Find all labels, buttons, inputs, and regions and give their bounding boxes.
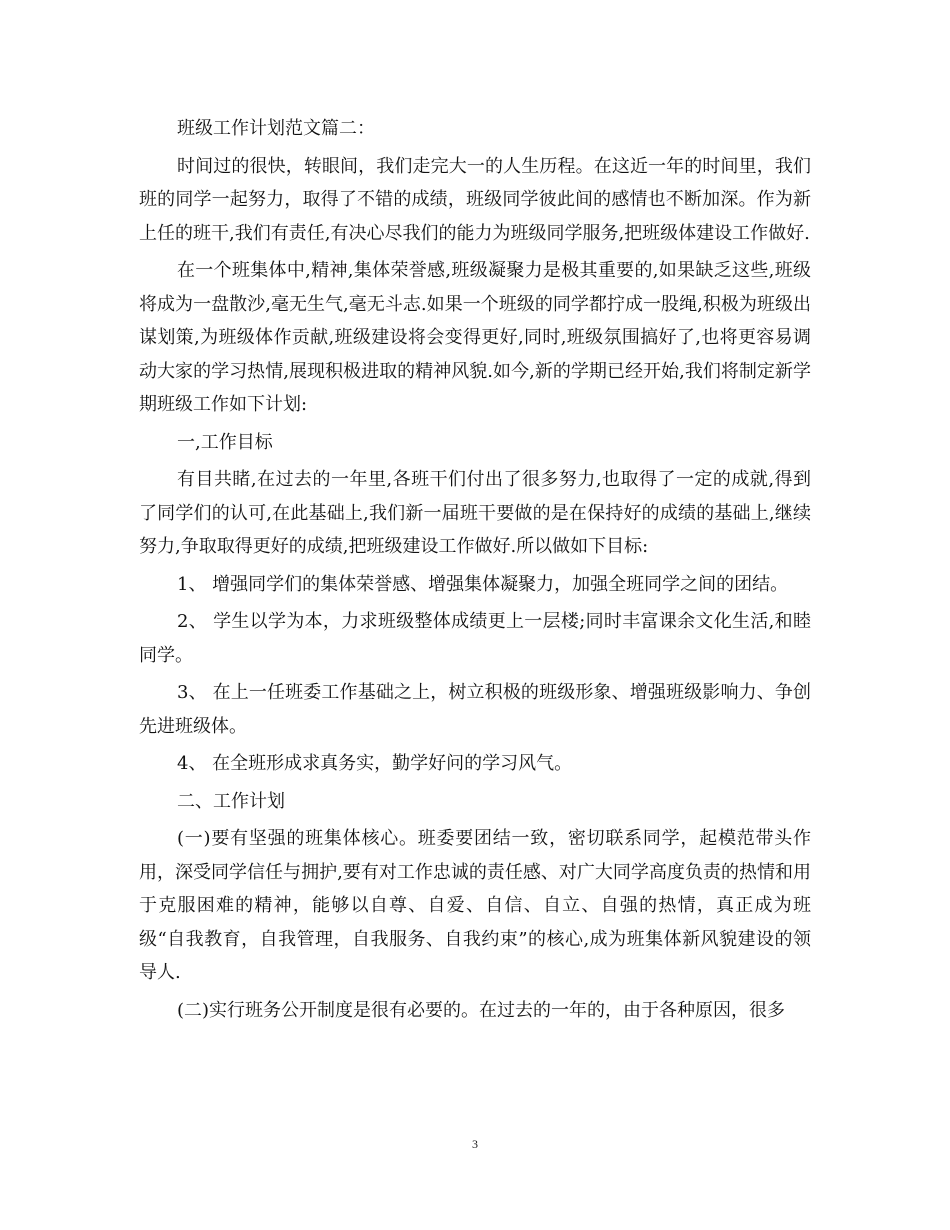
- paragraph-goals-intro: 有目共睹,在过去的一年里,各班干们付出了很多努力,也取得了一定的成就,得到了同学们的认可,在此基础上,我们新一届班干要做的是在保持好的成绩的基础上,继续努力,争取取得更好的成绩,把班级建设工作做好.所以做如下目标:: [139, 469, 811, 557]
- goal-item-1: 1、 增强同学们的集体荣誉感、增强集体凝聚力，加强全班同学之间的团结。: [177, 573, 789, 595]
- heading-work-goals: 一,工作目标: [177, 431, 273, 453]
- paragraph-collective-spirit: 在一个班集体中,精神,集体荣誉感,班级凝聚力是极其重要的,如果缺乏这些,班级将成为一盘散沙,毫无生气,毫无斗志.如果一个班级的同学都拧成一股绳,积极为班级出谋划策,为班级体作贡献,班级建设将会变得更好,同时,班级氛围搞好了,也将更容易调动大家的学习热情,展现积极进取的精神风貌.如今,新的学期已经开始,我们将制定新学期班级工作如下计划:: [139, 260, 811, 415]
- plan-item-1: (一)要有坚强的班集体核心。班委要团结一致，密切联系同学，起模范带头作用，深受同学信任与拥护,要有对工作忠诚的责任感、对广大同学高度负责的热情和用于克服困难的精神，能够以自尊、自爱、自信、自立、自强的热情，真正成为班级“自我教育，自我管理，自我服务、自我约束”的核心,成为班集体新风貌建设的领导人.: [139, 828, 811, 983]
- section-title: 班级工作计划范文篇二：: [177, 118, 375, 139]
- document-body: [139, 112, 811, 1027]
- goal-item-2: 2、 学生以学为本，力求班级整体成绩更上一层楼;同时丰富课余文化生活,和睦同学。: [139, 611, 811, 666]
- page-number: 3: [472, 1137, 478, 1151]
- paragraph-intro: 时间过的很快，转眼间，我们走完大一的人生历程。在这近一年的时间里，我们班的同学一起努力，取得了不错的成绩，班级同学彼此间的感情也不断加深。作为新上任的班干,我们有责任,有决心尽我们的能力为班级同学服务,把班级体建设工作做好.: [139, 155, 811, 244]
- goal-item-4: 4、 在全班形成求真务实，勤学好问的学习风气。: [177, 753, 573, 774]
- plan-item-2: (二)实行班务公开制度是很有必要的。在过去的一年的，由于各种原因，很多: [177, 999, 786, 1021]
- goal-item-3: 3、 在上一任班委工作基础之上，树立积极的班级形象、增强班级影响力、争创先进班级体。: [139, 682, 811, 737]
- heading-work-plan: 二、工作计划: [177, 790, 285, 812]
